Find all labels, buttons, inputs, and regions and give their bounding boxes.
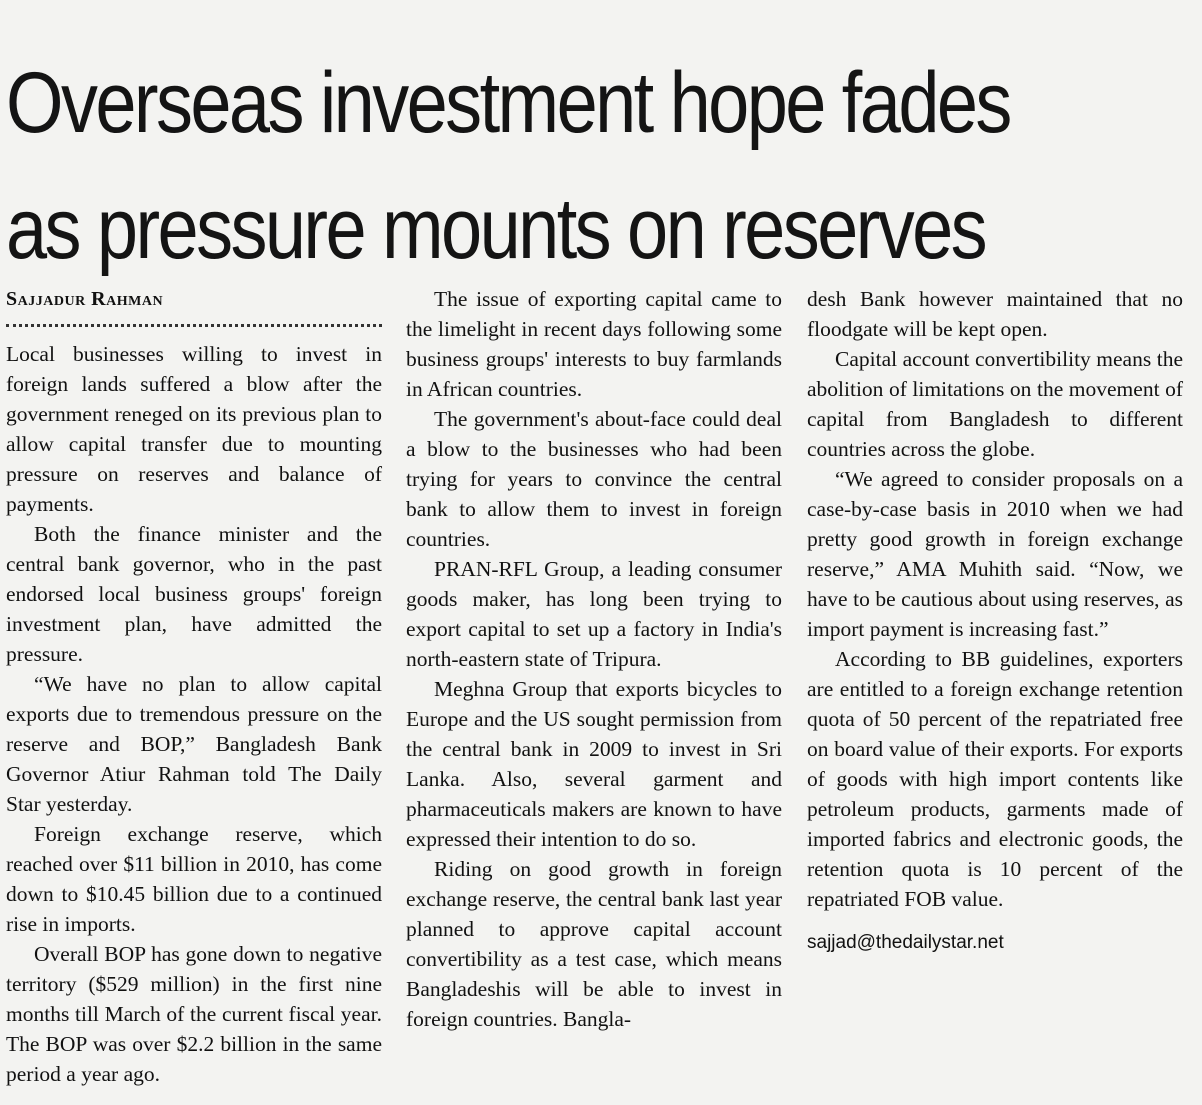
paragraph: The issue of exporting capital came to the limelight in recent days following some business groups' interests to buy farmlands in African countries.	[406, 287, 782, 401]
article-column-1	[6, 284, 382, 1089]
headline	[6, 40, 1029, 292]
paragraph: Both the finance minister and the central bank governor, who in the past endorsed local business groups' foreign investment plan, have admitted the pressure.	[6, 522, 382, 666]
article-column-3	[807, 284, 1183, 958]
paragraph: “We have no plan to allow capital exports due to tremendous pressure on the reserve and BOP,” Bangladesh Bank Governor Atiur Rahman told The Daily Star yesterday.	[6, 672, 382, 816]
paragraph: Foreign exchange reserve, which reached over $11 billion in 2010, has come down to $10.45 billion due to a continued rise in imports.	[6, 822, 382, 936]
paragraph: desh Bank however maintained that no floodgate will be kept open.	[807, 287, 1183, 341]
paragraph: Capital account convertibility means the abolition of limitations on the movement of capital from Bangladesh to different countries across the globe.	[807, 347, 1183, 461]
author-email: sajjad@thedailystar.net	[807, 932, 1004, 953]
byline: Sajjadur Rahman	[6, 288, 164, 310]
paragraph: “We agreed to consider proposals on a case-by-case basis in 2010 when we had pretty good growth in foreign exchange reserve,” AMA Muhith said. “Now, we have to be cautious about using reserves, as import payment is increasing fast.”	[807, 467, 1183, 641]
paragraph: Local businesses willing to invest in foreign lands suffered a blow after the government reneged on its previous plan to allow capital transfer due to mounting pressure on reserves and balance of payments.	[6, 342, 382, 516]
paragraph: Meghna Group that exports bicycles to Europe and the US sought permission from the central bank in 2009 to invest in Sri Lanka. Also, several garment and pharmaceuticals makers are known to have expressed their intention to do so.	[406, 677, 782, 851]
paragraph: The government's about-face could deal a blow to the businesses who had been trying for years to convince the central bank to allow them to invest in foreign countries.	[406, 407, 782, 551]
byline-divider	[6, 324, 382, 327]
headline-line-2: as pressure mounts on reserves	[6, 181, 986, 277]
article-column-2	[406, 284, 782, 1034]
paragraph: Overall BOP has gone down to negative territory ($529 million) in the first nine months till March of the current fiscal year. The BOP was over $2.2 billion in the same period a year ago.	[6, 942, 382, 1086]
paragraph: Riding on good growth in foreign exchange reserve, the central bank last year planned to approve capital account convertibility as a test case, which means Bangladeshis will be able to invest in foreign countries. Bangla-	[406, 857, 782, 1031]
paragraph: PRAN-RFL Group, a leading consumer goods maker, has long been trying to export capital to set up a factory in India's north-eastern state of Tripura.	[406, 557, 782, 671]
paragraph: According to BB guidelines, exporters are entitled to a foreign exchange retention quota of 50 percent of the repatriated free on board value of their exports. For exports of goods with high import contents like petroleum products, garments made of imported fabrics and electronic goods, the retention quota is 10 percent of the repatriated FOB value.	[807, 647, 1183, 911]
headline-line-1: Overseas investment hope fades	[6, 55, 1010, 151]
